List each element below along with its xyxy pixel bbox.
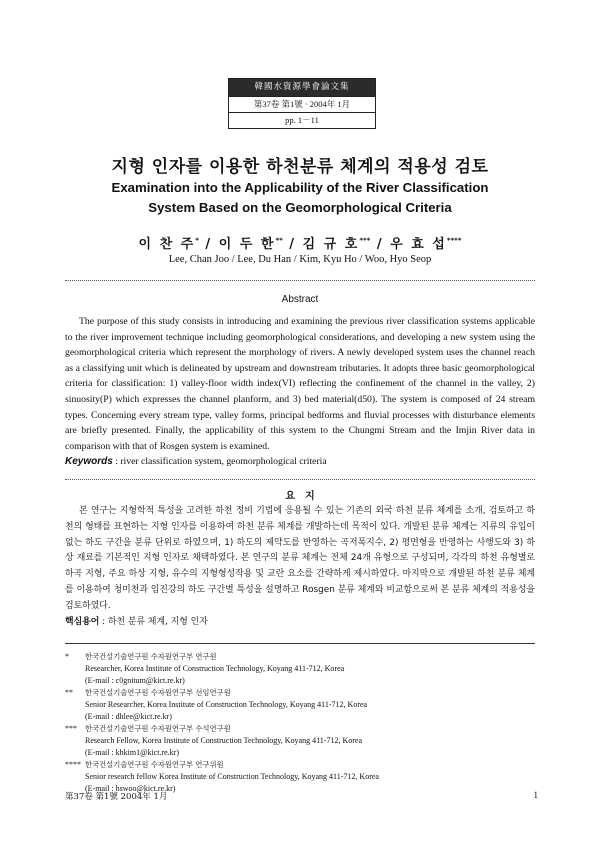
author-2: 이 두 한** [218,236,283,252]
keywords [65,454,535,470]
footnote-affiliation-ko: 한국건설기술연구원 수자원연구부 선임연구원 [85,688,231,697]
page-number: 1 [533,790,538,800]
footnote-affiliation-ko: 한국건설기술연구원 수자원연구부 수석연구원 [85,724,231,733]
footnote-mark: ** [65,688,73,697]
journal-pages: pp. 1－11 [229,112,375,128]
authors-english: Lee, Chan Joo / Lee, Du Han / Kim, Kyu Ho / Woo, Hyo Seop [168,254,432,265]
keywords-label: Keywords [65,456,113,468]
divider [65,280,535,281]
author-4: 우 효 섭**** [390,236,462,252]
footnote-affiliation-en: Senior research fellow Korea Institute of Construction Technology, Koyang 411-712, Korea [85,772,379,781]
authors-korean: 이 찬 주* / 이 두 한** / 김 규 호*** / 우 효 섭**** [138,236,462,252]
divider [65,479,535,480]
author-3: 김 규 호*** [302,236,371,252]
footnote-3 [65,723,535,759]
title-english-line2: System Based on the Geomorphological Criteria [148,200,452,215]
keywords-korean [65,615,535,631]
footnote-email: (E-mail : dhlee@kict.re.kr) [85,712,172,721]
title-korean: 지형 인자를 이용한 하천분류 체계의 적용성 검토 [111,157,489,177]
journal-volume: 第37卷 第1號 · 2004年 1月 [229,96,375,112]
footnotes [65,651,535,795]
abstract-text: The purpose of this study consists in introducing and examining the previous river classification systems applicable to the river improvement technique including geomorphological considerations, and developing a new system using the geomorphological criteria which represent the morphology of rivers. A newly developed system uses the channel reach as a classifying unit which is delineated by upstream and downstream tributaries. It adopts three basic geomorphological criteria for classification: 1) valley-floor width index(VI) reflecting the confinement of the channel in the valley, 2) sinuosity(P) which expresses the channel planform, and 3) bed material(d50). The system is composed of 24 stream types. Concerning every stream type, valley forms, principal bedforms and fluvial processes with disturbance elements are briefly presented. Finally, the applicability of this system to the Chungmi Stream and the Imjin River data in comparison with that of Rosgen system is examined. [65,316,535,452]
journal-name: 韓國水資源學會論文集 [229,79,375,96]
footer-issue: 第37卷 第1號 2004年 1月 [65,792,168,802]
footnote-mark: **** [65,760,81,769]
footnote-email: (E-mail : c0gnitum@kict.re.kr) [85,676,185,685]
summary-heading: 요 지 [285,491,315,502]
keywords-value: : river classification system, geomorphological criteria [115,456,327,468]
keywords-korean-label: 핵심용어 [65,616,100,627]
summary-body [65,504,535,630]
title-english-line1: Examination into the Applicability of the River Classification [111,180,489,195]
summary-text: 본 연구는 지형학적 특성을 고려한 하천 정비 기법에 응용될 수 있는 기존의 외국 하천 분류 체계를 소개, 검토하고 하천의 형태를 표현하는 지형 인자를 이용하여 하천 분류 체계를 개발하는데 목적이 있다. 개발된 분류 체계는 지류의 유입이 없는 하도 구간을 분류 단위로 하였으며, 1) 하도의 제약도를 반영하는 곡저폭지수, 2) 평면형을 반영하는 사행도와 3) 하상 재료를 기본적인 지형 인자로 채택하였다. 본 연구의 분류 체계는 전체 24개 유형으로 구성되며, 각각의 하천 유형별로 하곡 지형, 주요 하상 지형, 유수의 지형형성작용 및 교란 요소를 간략하게 제시하였다. 마지막으로 개발된 하천 분류 체계를 이용하여 청미천과 임진강의 하도 구간별 특성을 설명하고 Rosgen 분류 체계와 비교함으로써 본 분류 체계의 적용성을 검토하였다. [65,506,535,611]
footnote-affiliation-en: Researcher, Korea Institute of Construction Technology, Koyang 411-712, Korea [85,664,345,673]
footnote-email: (E-mail : hswoo@kict.re.kr) [85,784,176,793]
footnote-mark: * [65,652,69,661]
keywords-korean-value: : 하천 분류 체계, 지형 인자 [102,616,208,627]
footnote-affiliation-en: Research Fellow, Korea Institute of Construction Technology, Koyang 411-712, Korea [85,736,363,745]
abstract-heading: Abstract [281,294,319,305]
abstract-body [65,314,535,470]
footnote-separator [65,643,535,644]
footnote-affiliation-ko: 한국건설기술연구원 수자원연구부 연구위원 [85,760,224,769]
footnote-email: (E-mail : khkim1@kict.re.kr) [85,748,180,757]
footnote-mark: *** [65,724,77,733]
footnote-1 [65,651,535,687]
footnote-affiliation-en: Senior Researcher, Korea Institute of Construction Technology, Koyang 411-712, Korea [85,700,368,709]
footnote-affiliation-ko: 한국건설기술연구원 수자원연구부 연구원 [85,652,217,661]
journal-info-box [228,78,376,129]
footnote-2 [65,687,535,723]
author-1: 이 찬 주* [138,236,199,252]
